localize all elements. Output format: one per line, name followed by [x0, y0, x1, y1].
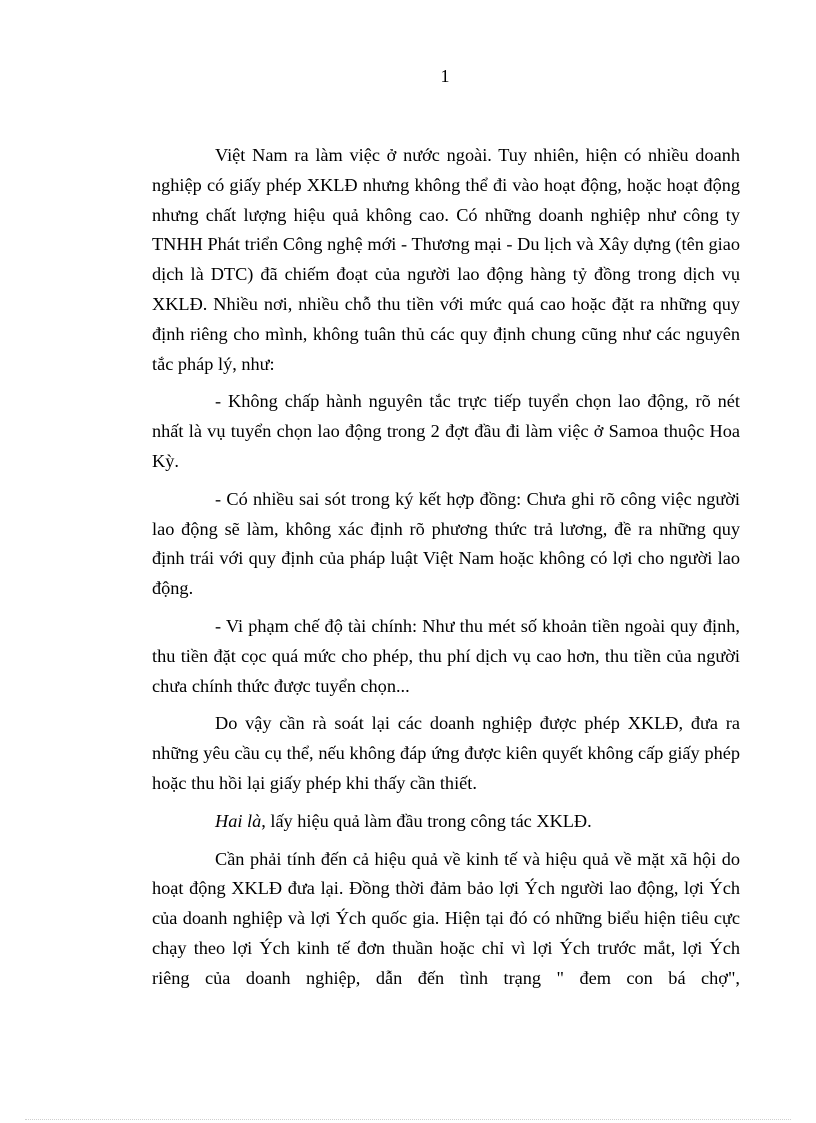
paragraph-efficiency: Cần phải tính đến cả hiệu quả về kinh tế và hiệu quả về mặt xã hội do hoạt động XKLĐ đưa lại. Đồng thời đảm bảo lợi Ých người lao động, lợi Ých của doanh nghiệp và lợi Ých quốc gia. Hiện tại đó có những biểu hiện tiêu cực chạy theo lợi Ých kinh tế đơn thuần hoặc chỉ vì lợi Ých trước mắt, lợi Ých riêng của doanh nghiệp, dẫn đến tình trạng " đem con bá chợ",: [152, 848, 740, 988]
document-body: [152, 141, 740, 1002]
section-heading-rest: , lấy hiệu quả làm đầu trong công tác XKLĐ.: [261, 810, 592, 831]
paragraph-bullet-contracts: - Có nhiều sai sót trong ký kết hợp đồng: Chưa ghi rõ công việc người lao động sẽ làm, không xác định rõ phương thức trả lương, đề ra những quy định trái với quy định của pháp luật Việt Nam hoặc không có lợi cho người lao động.: [152, 488, 740, 599]
page-bottom-rule: [25, 1119, 791, 1120]
section-lead: Hai là: [215, 810, 262, 831]
page-number: 1: [440, 66, 450, 86]
paragraph-bullet-finance: - Vi phạm chế độ tài chính: Như thu mét số khoản tiền ngoài quy định, thu tiền đặt cọc quá mức cho phép, thu phí dịch vụ cao hơn, thu tiền của người chưa chính thức được tuyển chọn...: [152, 615, 740, 696]
section-heading-paragraph: [152, 807, 740, 837]
paragraph-review: Do vậy cần rà soát lại các doanh nghiệp được phép XKLĐ, đưa ra những yêu cầu cụ thể, nếu không đáp ứng được kiên quyết không cấp giấy phép hoặc thu hồi lại giấy phép khi thấy cần thiết.: [152, 713, 740, 793]
paragraph-intro: Việt Nam ra làm việc ở nước ngoài. Tuy nhiên, hiện có nhiều doanh nghiệp có giấy phép XKLĐ nhưng không thể đi vào hoạt động, hoặc hoạt động nhưng chất lượng hiệu quả không cao. Có những doanh nghiệp như công ty TNHH Phát triển Công nghệ mới - Thương mại - Du lịch và Xây dựng (tên giao dịch là DTC) đã chiếm đoạt của người lao động hàng tỷ đồng trong dịch vụ XKLĐ. Nhiều nơi, nhiều chỗ thu tiền với mức quá cao hoặc đặt ra những quy định riêng cho mình, không tuân thủ các quy định chung cũng như các nguyên tắc pháp lý, như:: [152, 145, 740, 374]
paragraph-bullet-recruitment: - Không chấp hành nguyên tắc trực tiếp tuyển chọn lao động, rõ nét nhất là vụ tuyển chọn lao động trong 2 đợt đầu đi làm việc ở Samoa thuộc Hoa Kỳ.: [152, 391, 740, 471]
